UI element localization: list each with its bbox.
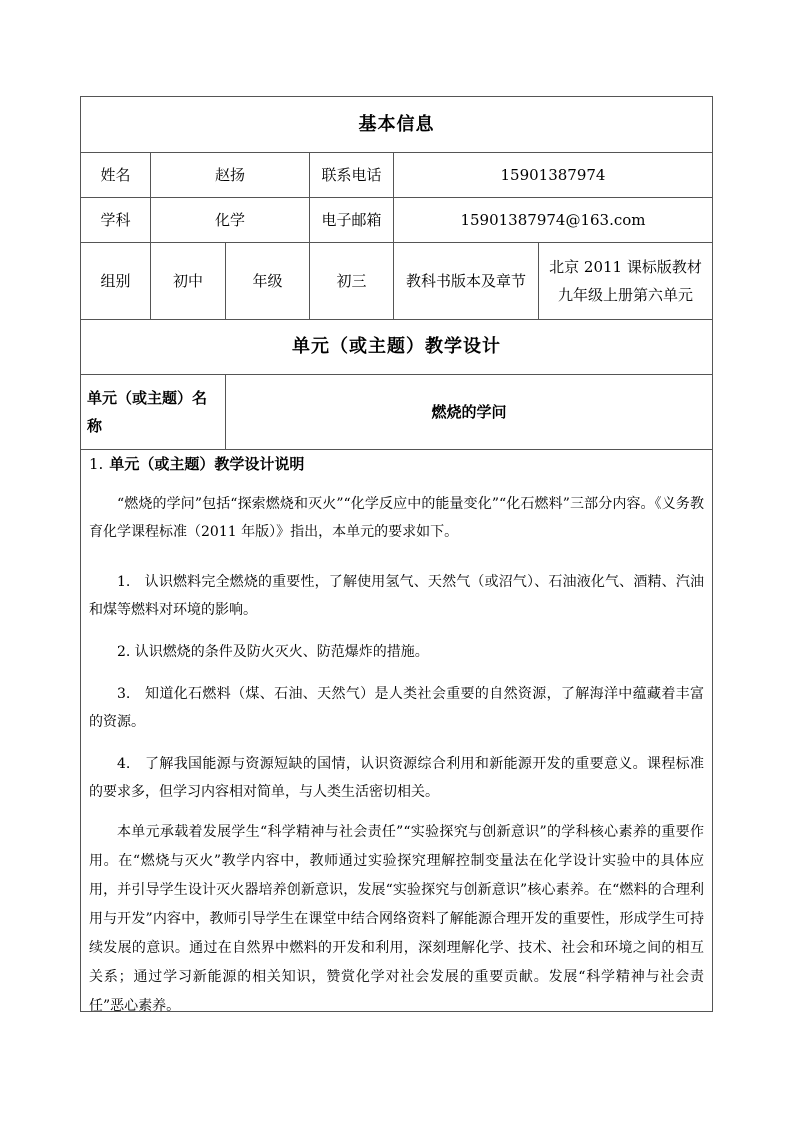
group-label: 组别 [81, 243, 151, 319]
paragraph-summary: 本单元承载着发展学生“科学精神与社会责任”“实验探究与创新意识”的学科核心素养的重要作用。在“燃烧与灭火”教学内容中，教师通过实验探究理解控制变量法在化学设计实验中的具体应用，并引导学生设计灭火器培养创新意识，发展“实验探究与创新意识”核心素养。在“燃料的合理利用与开发”内容中，教师引导学生在课堂中结合网络资料了解能源合理开发的重要性，形成学生可持续发展的意识。通过在自然界中燃料的开发和利用，深刻理解化学、技术、社会和环境之间的相互关系；通过学习新能源的相关知识，赞赏化学对社会发展的重要贡献。发展“科学精神与社会责任”恶心素养。 [89, 824, 704, 1014]
basic-info-title: 基本信息 [358, 113, 435, 135]
section1-heading-text: 单元（或主题）教学设计说明 [109, 455, 305, 473]
phone-label: 联系电话 [310, 153, 394, 197]
section1-heading [89, 452, 704, 476]
paragraph-req-2: 2. 认识燃烧的条件及防火灭火、防范爆炸的措施。 [117, 644, 429, 660]
unit-name-row [81, 375, 712, 450]
group-value: 初中 [151, 243, 226, 319]
unit-design-title: 单元（或主题）教学设计 [292, 336, 501, 357]
unit-name-value: 燃烧的学问 [431, 403, 507, 421]
basic-info-title-row [81, 97, 712, 153]
paragraph-req-3: 3. 知道化石燃料（煤、石油、天然气）是人类社会重要的自然资源，了解海洋中蕴藏着丰富的资源。 [89, 686, 704, 730]
unit-name-label: 单元（或主题）名称 [81, 375, 226, 449]
name-label: 姓名 [81, 153, 151, 197]
name-value: 赵扬 [151, 153, 310, 197]
info-table [80, 96, 713, 1012]
name-phone-row [81, 153, 712, 198]
email-label: 电子邮箱 [310, 198, 394, 242]
email-value: 15901387974@163.com [460, 211, 646, 229]
phone-value: 15901387974 [500, 166, 606, 184]
grade-label: 年级 [226, 243, 310, 319]
subject-label: 学科 [81, 198, 151, 242]
textbook-value-line1: 北京 2011 课标版教材 [549, 258, 702, 276]
subject-email-row [81, 198, 712, 243]
group-grade-row [81, 243, 712, 320]
unit-design-title-row [81, 320, 712, 375]
paragraph-req-4: 4. 了解我国能源与资源短缺的国情，认识资源综合利用和新能源开发的重要意义。课程标准的要求多，但学习内容相对简单，与人类生活密切相关。 [89, 756, 704, 800]
section1-body [81, 450, 712, 1021]
paragraph-req-1: 1. 认识燃料完全燃烧的重要性，了解使用氢气、天然气（或沼气）、石油液化气、酒精、汽油和煤等燃料对环境的影响。 [89, 574, 704, 618]
textbook-value [539, 243, 712, 319]
subject-value: 化学 [151, 198, 310, 242]
grade-value: 初三 [310, 243, 394, 319]
textbook-label: 教科书版本及章节 [394, 243, 539, 319]
paragraph-intro: “燃烧的学问”包括“探索燃烧和灭火”“化学反应中的能量变化”“化石燃料”三部分内容。《义务教育化学课程标准（2011 年版）》指出，本单元的要求如下。 [89, 496, 704, 540]
textbook-value-line2: 九年级上册第六单元 [557, 286, 693, 304]
section1-number: 1. [89, 455, 104, 473]
